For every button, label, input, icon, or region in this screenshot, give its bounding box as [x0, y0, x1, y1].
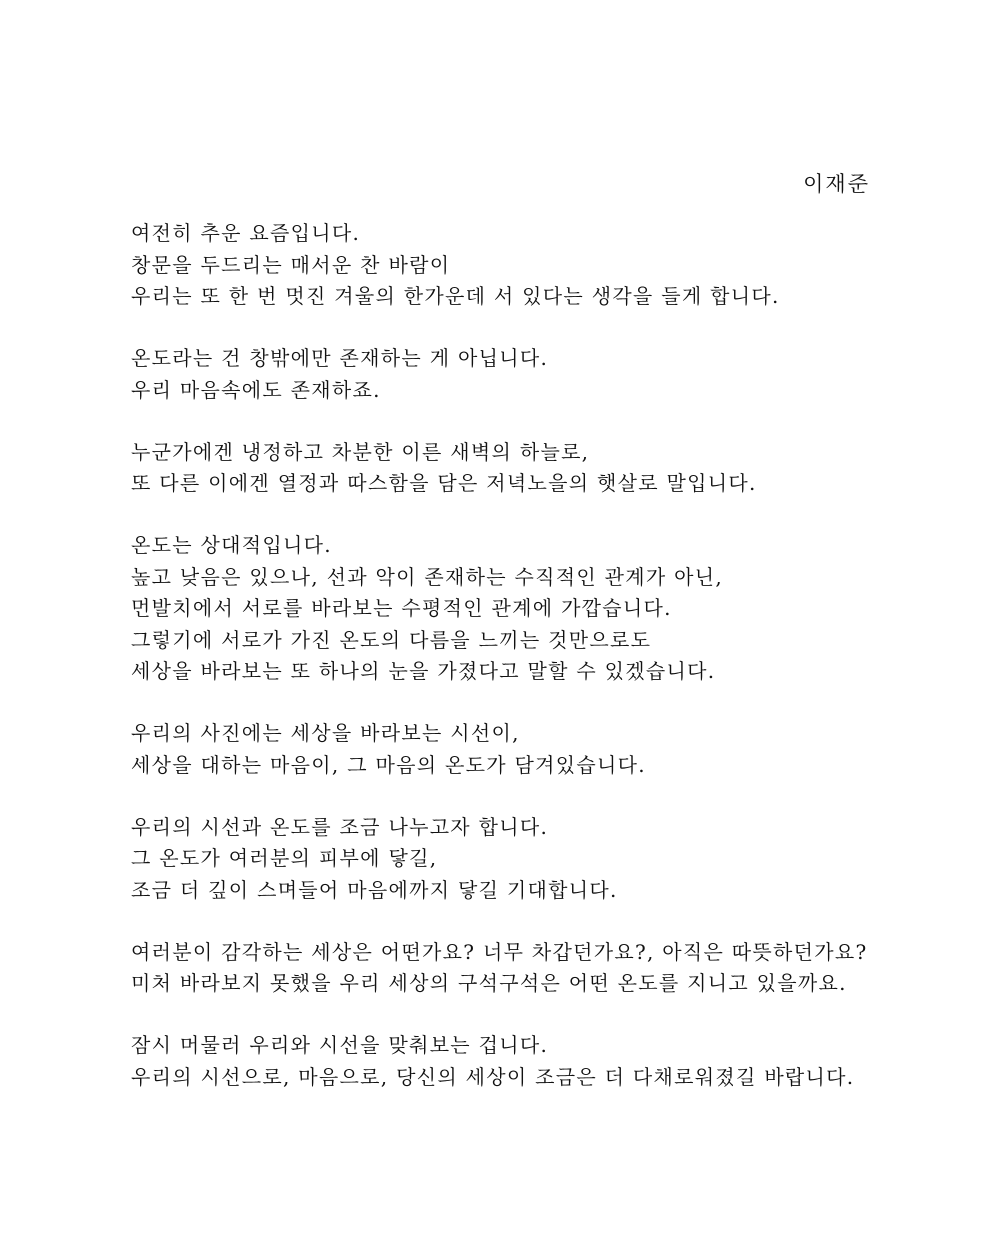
text-line: 우리의 시선과 온도를 조금 나누고자 합니다. [131, 814, 549, 839]
paragraph-1 [131, 218, 911, 313]
text-line: 또 다른 이에겐 열정과 따스함을 담은 저녁노을의 햇살로 말입니다. [131, 471, 757, 495]
text-line: 여러분이 감각하는 세상은 어떤가요? 너무 차갑던가요?, 아직은 따뜻하던가요? [131, 939, 868, 964]
paragraph-6 [131, 812, 911, 907]
text-line: 우리는 또 한 번 멋진 겨울의 한가운데 서 있다는 생각을 들게 합니다. [131, 284, 780, 308]
paragraph-4 [131, 530, 911, 688]
text-line: 그렇기에 서로가 가진 온도의 다름을 느끼는 것만으로도 [131, 627, 652, 652]
text-line: 세상을 대하는 마음이, 그 마음의 온도가 담겨있습니다. [131, 752, 646, 777]
body-text [131, 218, 911, 1124]
text-line: 창문을 두드리는 매서운 찬 바람이 [131, 252, 451, 277]
text-line: 잠시 머물러 우리와 시선을 맞춰보는 겁니다. [131, 1033, 549, 1057]
text-line: 우리의 시선으로, 마음으로, 당신의 세상이 조금은 더 다채로워졌길 바랍니다. [131, 1064, 855, 1089]
text-line: 온도는 상대적입니다. [131, 533, 332, 557]
paragraph-2 [131, 343, 911, 406]
text-line: 조금 더 깊이 스며들어 마음에까지 닿길 기대합니다. [131, 877, 618, 902]
paragraph-5 [131, 718, 911, 781]
text-line: 미처 바라보지 못했을 우리 세상의 구석구석은 어떤 온도를 지니고 있을까요. [131, 971, 847, 995]
text-line: 여전히 추운 요즘입니다. [131, 221, 361, 245]
text-line: 세상을 바라보는 또 하나의 눈을 가졌다고 말할 수 있겠습니다. [131, 659, 716, 683]
text-line: 우리 마음속에도 존재하죠. [131, 377, 381, 402]
paragraph-8 [131, 1030, 911, 1093]
paragraph-3 [131, 437, 911, 500]
author-name: 이재준 [803, 172, 870, 196]
text-line: 그 온도가 여러분의 피부에 닿길, [131, 846, 438, 870]
text-line: 온도라는 건 창밖에만 존재하는 게 아닙니다. [131, 346, 549, 370]
text-line: 우리의 사진에는 세상을 바라보는 시선이, [131, 721, 520, 745]
paragraph-7 [131, 937, 911, 1000]
text-line: 먼발치에서 서로를 바라보는 수평적인 관계에 가깝습니다. [131, 596, 672, 620]
text-line: 누군가에겐 냉정하고 차분한 이른 새벽의 하늘로, [131, 439, 590, 464]
text-line: 높고 낮음은 있으나, 선과 악이 존재하는 수직적인 관계가 아닌, [131, 564, 724, 589]
